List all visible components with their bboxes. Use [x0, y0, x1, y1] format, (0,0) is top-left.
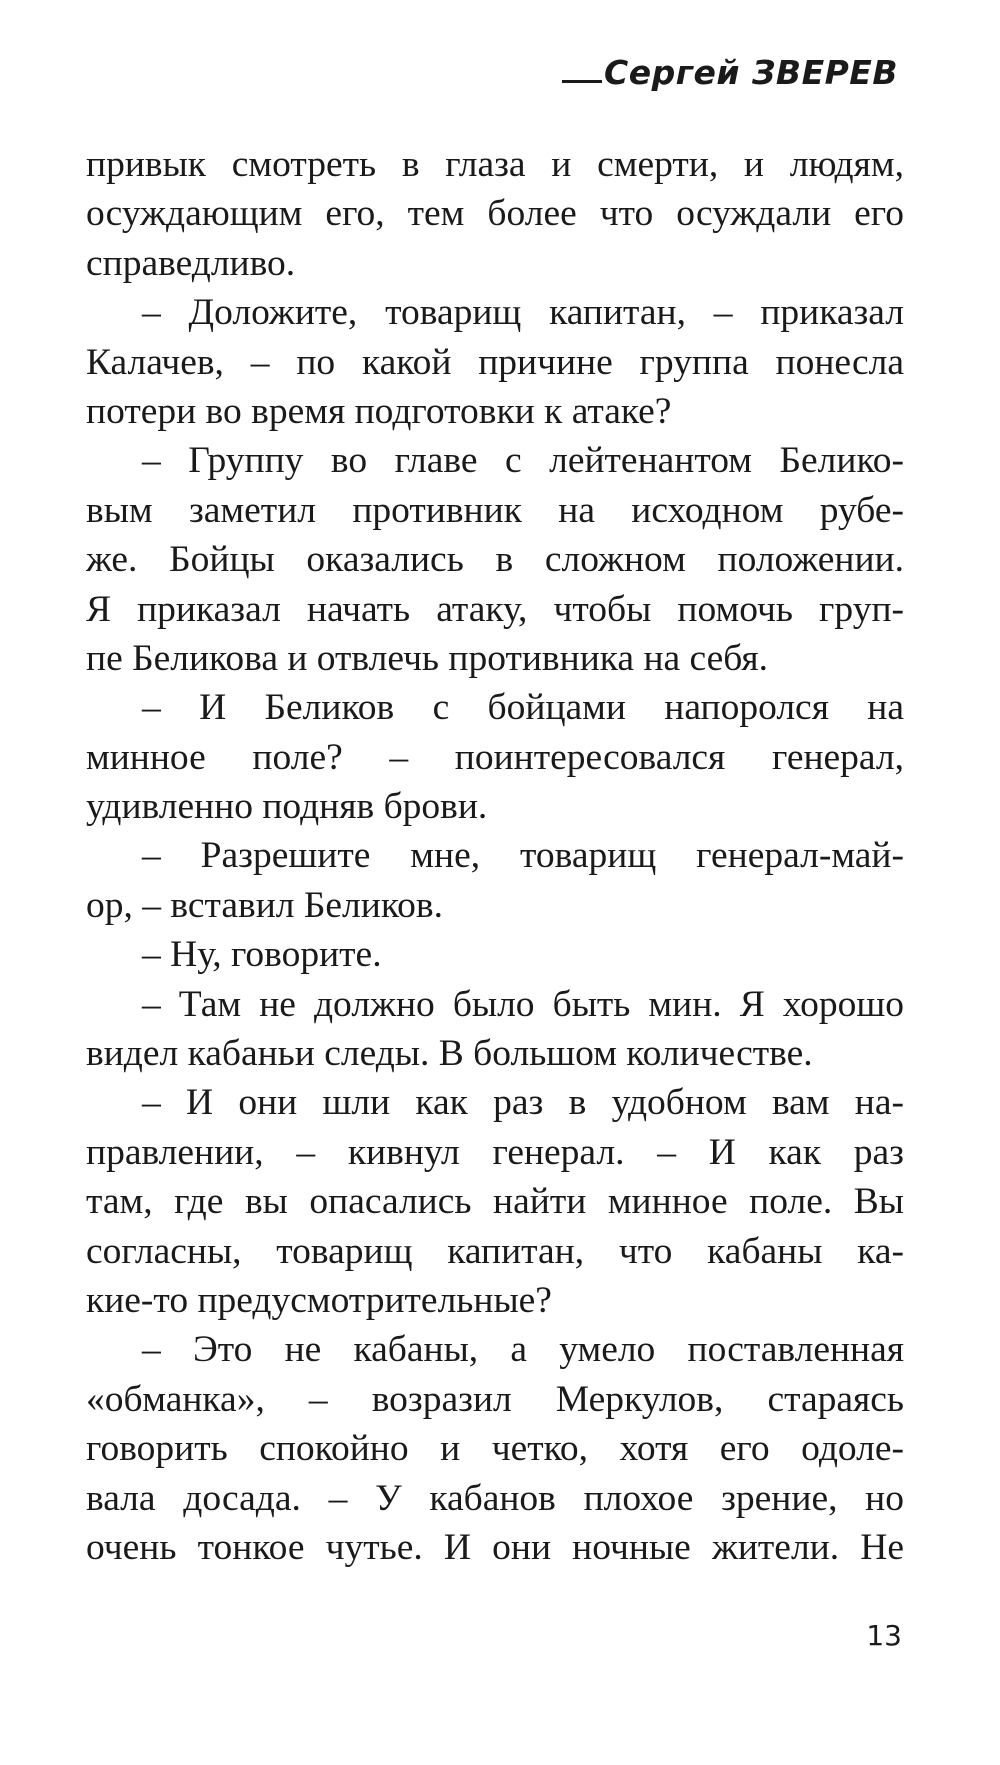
text-line: правлении, – кивнул генерал. – И как раз: [86, 1131, 904, 1173]
text-line: удивленно подняв брови.: [86, 786, 488, 828]
text-line: – Разрешите мне, товарищ генерал-май-: [142, 835, 904, 877]
text-line: Я приказал начать атаку, чтобы помочь груп-: [86, 588, 904, 630]
text-line: очень тонкое чутье. И они ночные жители. Не: [86, 1526, 904, 1568]
text-line: же. Бойцы оказались в сложном положении.: [86, 539, 904, 581]
text-line: ор, – вставил Беликов.: [86, 884, 443, 926]
text-line: – Там не должно было быть мин. Я хорошо: [142, 983, 904, 1025]
text-line: осуждающим его, тем более что осуждали его: [86, 193, 904, 235]
text-line: вала досада. – У кабанов плохое зрение, но: [86, 1477, 904, 1519]
text-line: там, где вы опасались найти минное поле. Вы: [86, 1181, 904, 1223]
text-line: – И они шли как раз в удобном вам на-: [142, 1082, 904, 1124]
text-line: кие-то предусмотрительные?: [86, 1279, 552, 1321]
text-line: привык смотреть в глаза и смерти, и людям,: [86, 144, 904, 185]
text-line: вым заметил противник на исходном рубе-: [86, 489, 904, 531]
text-line: «обманка», – возразил Меркулов, стараясь: [86, 1378, 904, 1420]
text-line: Калачев, – по какой причине группа понесла: [86, 341, 904, 383]
text-line: минное поле? – поинтересовался генерал,: [86, 736, 904, 778]
text-line: – Доложите, товарищ капитан, – приказал: [142, 292, 904, 334]
body-text: [86, 140, 904, 1572]
header-rule: [562, 80, 602, 83]
text-line: – И Беликов с бойцами напоролся на: [142, 687, 904, 729]
text-line: – Это не кабаны, а умело поставленная: [142, 1329, 904, 1371]
text-line: видел кабаньи следы. В большом количестве.: [86, 1033, 813, 1075]
text-line: пе Беликова и отвлечь противника на себя.: [86, 637, 769, 679]
text-line: – Группу во главе с лейтенантом Белико-: [142, 440, 904, 482]
text-line: – Ну, говорите.: [142, 934, 382, 976]
page-number: 13: [866, 1619, 902, 1652]
text-line: согласны, товарищ капитан, что кабаны ка-: [86, 1230, 904, 1272]
header-author: Сергей ЗВЕРЕВ: [604, 53, 898, 92]
text-line: говорить спокойно и четко, хотя его одоле-: [86, 1428, 904, 1470]
text-line: потери во время подготовки к атаке?: [86, 390, 672, 432]
running-header: [562, 53, 898, 92]
text-line: справедливо.: [86, 242, 296, 284]
